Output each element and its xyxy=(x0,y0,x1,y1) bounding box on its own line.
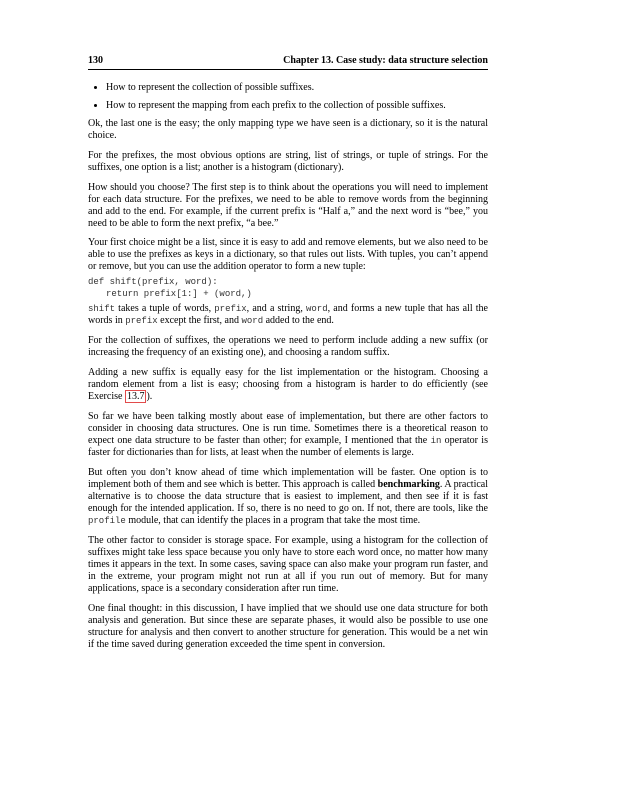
inline-code: shift xyxy=(88,304,116,314)
inline-code: prefix xyxy=(125,316,158,326)
paragraph xyxy=(88,367,488,403)
paragraph xyxy=(88,467,488,527)
text-run: operator is faster for dictionaries than for lists, at least when the number of elements is large. xyxy=(88,435,488,458)
paragraph xyxy=(88,411,488,459)
text-run: , and forms a new tuple that has all the words in xyxy=(88,303,488,326)
code-block xyxy=(88,276,488,300)
chapter-title: Chapter 13. Case study: data structure selection xyxy=(283,55,488,66)
paragraph: Your first choice might be a list, since it is easy to add and remove elements, but we also need to be able to use the prefixes as keys in a dictionary, so that rules out lists. With tuples, you can’t append or remove, but you can use the addition operator to form a new tuple: xyxy=(88,237,488,272)
inline-code: profile xyxy=(88,516,126,526)
paragraph: For the prefixes, the most obvious options are string, list of strings, or tuple of strings. For the suffixes, one option is a list; another is a histogram (dictionary). xyxy=(88,150,488,173)
paragraph: Ok, the last one is the easy; the only mapping type we have seen is a dictionary, so it is the natural choice. xyxy=(88,118,488,141)
list-item: • How to represent the collection of possible suffixes. xyxy=(106,82,488,94)
text-run: except the first, and xyxy=(157,315,242,326)
paragraph xyxy=(88,303,488,327)
inline-code: in xyxy=(430,436,442,446)
page-content xyxy=(88,55,488,651)
paragraph: One final thought: in this discussion, I have implied that we should use one data structure for both analysis and generation. But since these are separate phases, it would also be possible to use one structure for analysis and then convert to another structure for generation. This would be a net win if the time saved during generation exceeded the time spent in conversion. xyxy=(88,603,488,650)
text-run: Adding a new suffix is equally easy for the list implementation or the histogram. Choosing a random element from a list is easy; choosing from a histogram is harder to do efficiently (see Exercise xyxy=(88,367,488,402)
text-run: But often you don’t know ahead of time which implementation will be faster. One option is to implement both of them and see which is better. This approach is called xyxy=(88,467,488,490)
text-run: , and a string, xyxy=(246,303,306,314)
inline-code: prefix xyxy=(214,304,247,314)
page-number: 130 xyxy=(88,55,103,66)
text-run: module, that can identify the places in a program that take the most time. xyxy=(125,515,421,526)
text-run: . A practical alternative is to choose the data structure that is easiest to implement, and then see if it is fast enough for the intended application. If so, there is no need to go on. If not, there are tools, like the xyxy=(88,479,488,514)
exercise-link[interactable]: 13.7 xyxy=(126,391,145,402)
inline-code: word xyxy=(241,316,264,326)
text-run: So far we have been talking mostly about ease of implementation, but there are other factors to consider in choosing data structures. One is run time. Sometimes there is a theoretical reason to expect one data structure to be faster than other; for example, I mentioned that the xyxy=(88,411,488,446)
page-header xyxy=(88,55,488,70)
bold-term: benchmarking xyxy=(377,479,440,490)
paragraph: How should you choose? The first step is to think about the operations you will need to implement for each data structure. For the prefixes, we need to be able to remove words from the beginning and add to the end. For example, if the current prefix is “Half a,” and the next word is “bee,” you need to be able to form the next prefix, “a bee.” xyxy=(88,182,488,229)
text-run: added to the end. xyxy=(263,315,334,326)
code-line: return prefix[1:] + (word,) xyxy=(106,289,252,299)
list-item: • How to represent the mapping from each prefix to the collection of possible suffixes. xyxy=(106,100,488,112)
paragraph: The other factor to consider is storage space. For example, using a histogram for the collection of suffixes might take less space because you only have to store each word once, no matter how many times it appears in the text. In some cases, saving space can also make your program run faster, and in the extreme, your program might not run at all if you run out of memory. But for many applications, space is a secondary consideration after run time. xyxy=(88,535,488,594)
paragraph: For the collection of suffixes, the operations we need to perform include adding a new suffix (or increasing the frequency of an existing one), and choosing a random suffix. xyxy=(88,335,488,358)
text-run: takes a tuple of words, xyxy=(115,303,215,314)
text-run: ). xyxy=(146,391,153,402)
code-line: def shift(prefix, word): xyxy=(88,277,218,287)
bullet-list xyxy=(88,82,488,112)
inline-code: word xyxy=(306,304,328,314)
